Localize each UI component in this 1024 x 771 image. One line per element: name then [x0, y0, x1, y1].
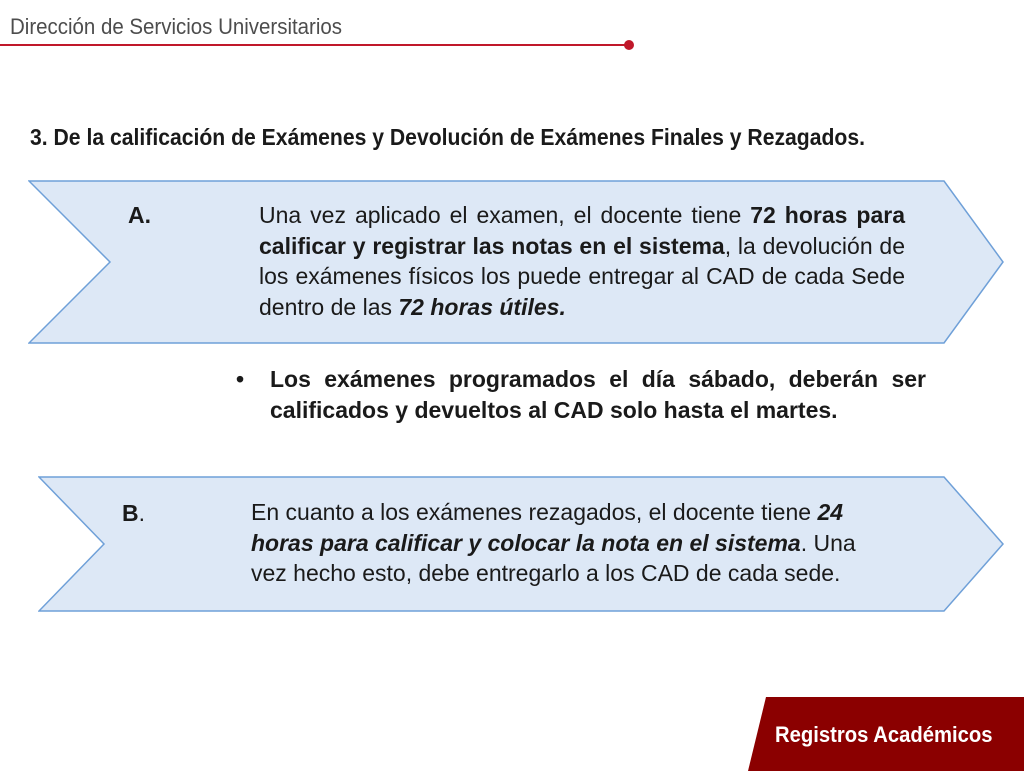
saturday-exams-note-text: Los exámenes programados el día sábado, deberán ser calificados y devueltos al CAD solo hasta el martes.: [270, 366, 926, 423]
header-title: Dirección de Servicios Universitarios: [10, 14, 343, 39]
panel-b-text-part-1: En cuanto a los exámenes rezagados, el docente tiene: [251, 499, 818, 525]
panel-a-text: [259, 200, 905, 322]
panel-b-text: [251, 497, 871, 589]
panel-b-emphasis-hours: 24 horas para calificar y colocar la nota en el sistema: [251, 499, 844, 556]
panel-b-letter-char: B: [122, 500, 139, 526]
panel-b-text-part-2: . Una vez hecho esto, debe entregarlo a los CAD de cada sede.: [251, 529, 856, 586]
panel-a-emphasis-hours: 72 horas para calificar y registrar las notas en el sistema: [259, 202, 905, 259]
saturday-exams-note: [236, 364, 926, 425]
section-title: 3. De la calificación de Exámenes y Devolución de Exámenes Finales y Rezagados.: [30, 124, 866, 150]
panel-a-letter: A.: [128, 202, 151, 228]
panel-b-letter-suffix: .: [138, 500, 146, 526]
panel-a-text-part-2: , la devolución de los exámenes físicos los puede entregar al CAD de cada Sede dentro de las: [259, 232, 906, 320]
panel-b-letter: [122, 500, 145, 527]
bullet-symbol: •: [236, 366, 245, 392]
header-divider-dot: [624, 40, 634, 50]
panel-a-text-part-1: Una vez aplicado el examen, el docente tiene: [259, 202, 751, 228]
panel-a-emphasis-useful-hours: 72 horas útiles.: [398, 293, 566, 320]
header-divider-line: [0, 44, 630, 46]
footer-label: Registros Académicos: [775, 722, 993, 747]
